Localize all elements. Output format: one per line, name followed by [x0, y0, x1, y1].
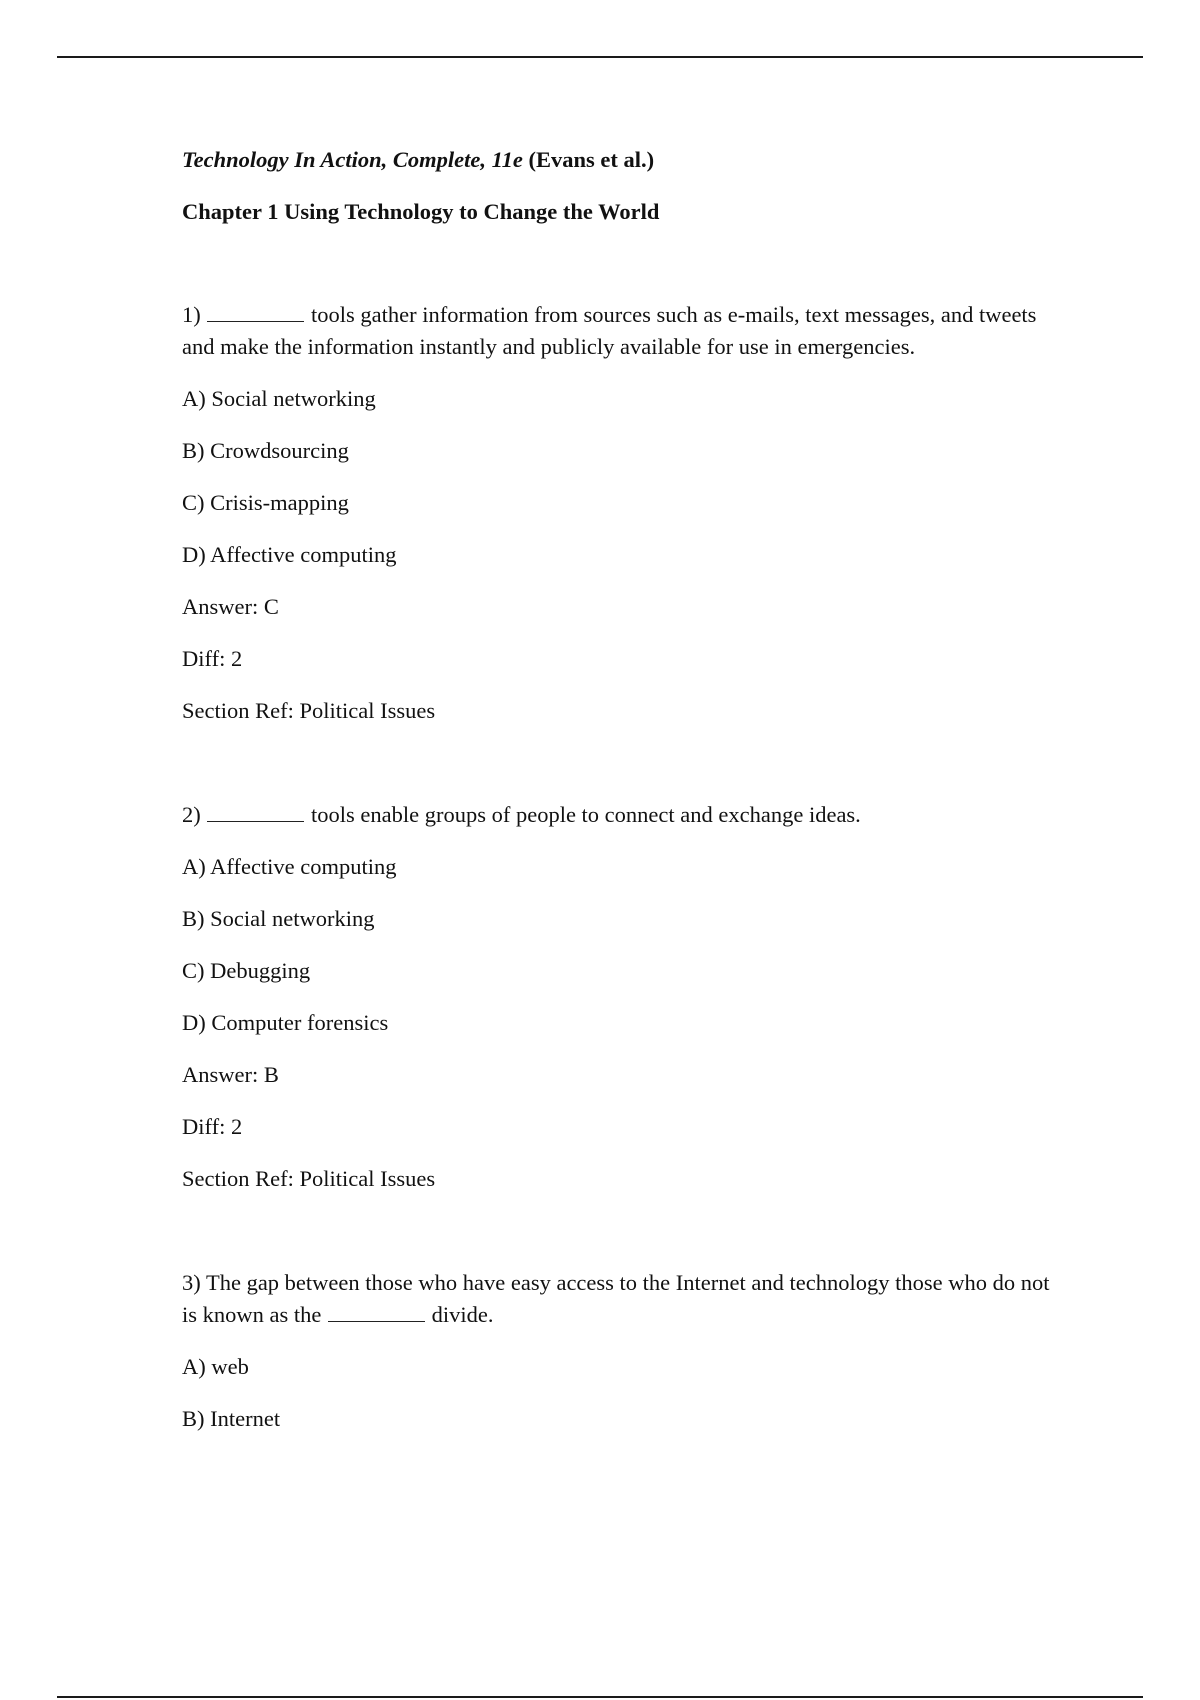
question-text-end: divide. [431, 1302, 494, 1327]
book-title-authors: (Evans et al.) [522, 147, 655, 172]
option-d: D) Computer forensics [182, 1010, 389, 1035]
option-a: A) web [182, 1354, 249, 1379]
question-text: 3) The gap between those who have easy access to the Internet and technology those who do not is known as the [182, 1270, 1050, 1327]
question-1 [182, 299, 1062, 727]
question-text: tools gather information from sources such as e-mails, text messages, and tweets and make the information instantly and publicly available for use in emergencies. [182, 302, 1037, 359]
difficulty: Diff: 2 [182, 1114, 243, 1139]
fill-in-blank [207, 801, 304, 822]
bottom-rule [57, 1696, 1143, 1698]
book-title-italic: Technology In Action, Complete, 11e [182, 147, 523, 172]
answer: Answer: C [182, 594, 279, 619]
chapter-title: Chapter 1 Using Technology to Change the World [182, 199, 660, 224]
option-b: B) Social networking [182, 906, 375, 931]
question-stem [182, 299, 1062, 363]
question-2 [182, 799, 1062, 1195]
option-b: B) Crowdsourcing [182, 438, 349, 463]
book-title [182, 144, 1062, 176]
option-d: D) Affective computing [182, 542, 397, 567]
question-stem [182, 799, 1062, 831]
section-ref: Section Ref: Political Issues [182, 1166, 436, 1191]
top-rule [57, 56, 1143, 58]
option-b: B) Internet [182, 1406, 281, 1431]
fill-in-blank [207, 301, 304, 322]
option-c: C) Debugging [182, 958, 311, 983]
question-stem [182, 1267, 1062, 1331]
option-a: A) Affective computing [182, 854, 397, 879]
fill-in-blank [328, 1301, 425, 1322]
section-ref: Section Ref: Political Issues [182, 698, 436, 723]
option-a: A) Social networking [182, 386, 376, 411]
question-text: tools enable groups of people to connect and exchange ideas. [311, 802, 861, 827]
question-number: 2) [182, 802, 201, 827]
question-number: 1) [182, 302, 201, 327]
document-body [182, 144, 1062, 1435]
difficulty: Diff: 2 [182, 646, 243, 671]
option-c: C) Crisis-mapping [182, 490, 349, 515]
answer: Answer: B [182, 1062, 279, 1087]
question-3 [182, 1267, 1062, 1435]
